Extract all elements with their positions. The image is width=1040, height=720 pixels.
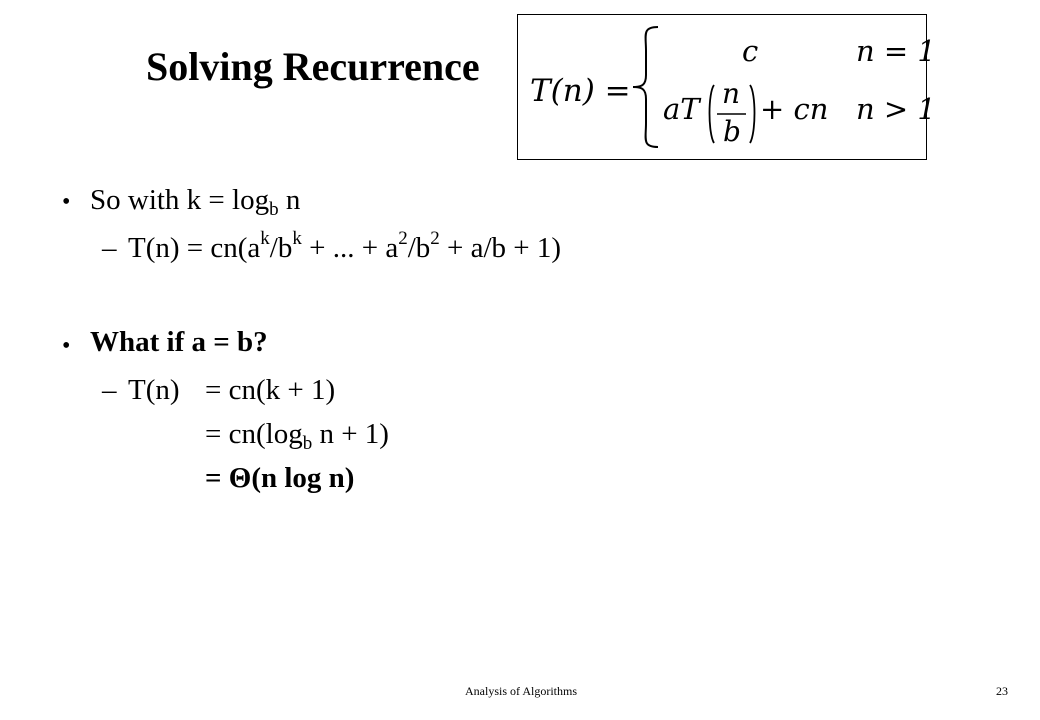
recurrence-formula bbox=[518, 15, 936, 158]
bullet-1 bbox=[90, 182, 300, 218]
sub1-exponent: 2 bbox=[430, 228, 440, 249]
left-brace bbox=[633, 27, 658, 147]
dash-marker: – bbox=[102, 232, 117, 264]
slide-title: Solving Recurrence bbox=[146, 44, 480, 89]
sub2-line-2-tail: n + 1) bbox=[312, 418, 389, 450]
sub2-line-1: = cn(k + 1) bbox=[205, 374, 336, 406]
sub-item-1 bbox=[128, 230, 561, 266]
case2-tail: + cn bbox=[760, 92, 829, 126]
case2-condition: n > 1 bbox=[856, 92, 936, 126]
sub2-line-2 bbox=[205, 416, 389, 452]
sub1-part: T(n) = cn(a bbox=[128, 232, 261, 264]
case1-condition: n = 1 bbox=[856, 34, 936, 68]
sub2-line-3: = Θ(n log n) bbox=[205, 462, 355, 494]
bullet-1-tail: n bbox=[278, 184, 301, 216]
sub1-exponent: k bbox=[292, 228, 302, 249]
sub1-exponent: 2 bbox=[398, 228, 408, 249]
sub2-lhs: T(n) bbox=[128, 374, 180, 406]
case2-right-paren bbox=[750, 85, 755, 143]
case2-left-paren bbox=[710, 85, 715, 143]
sub1-part: + a/b + 1) bbox=[439, 232, 562, 264]
footer-course: Analysis of Algorithms bbox=[465, 684, 578, 698]
case2-aT: aT bbox=[663, 92, 700, 126]
sub1-part: + ... + a bbox=[301, 232, 399, 264]
page-number: 23 bbox=[996, 684, 1008, 698]
recurrence-formula-box bbox=[517, 14, 936, 160]
log-base: b bbox=[269, 199, 279, 220]
case2-numerator: n bbox=[722, 77, 741, 110]
log-base: b bbox=[302, 433, 313, 454]
case1-expr: c bbox=[742, 34, 759, 68]
sub1-exponent: k bbox=[260, 228, 270, 249]
formula-lhs: T(n) = bbox=[530, 73, 631, 109]
sub1-part: /b bbox=[407, 232, 431, 264]
bullet-marker: • bbox=[62, 189, 71, 215]
case2-denominator: b bbox=[723, 115, 741, 148]
dash-marker: – bbox=[102, 374, 117, 406]
sub1-part: /b bbox=[269, 232, 293, 264]
sub2-line-2-lead: = cn(log bbox=[205, 418, 303, 450]
bullet-2: What if a = b? bbox=[90, 326, 268, 358]
bullet-marker: • bbox=[62, 333, 71, 359]
bullet-1-lead: So with k = log bbox=[90, 184, 270, 216]
